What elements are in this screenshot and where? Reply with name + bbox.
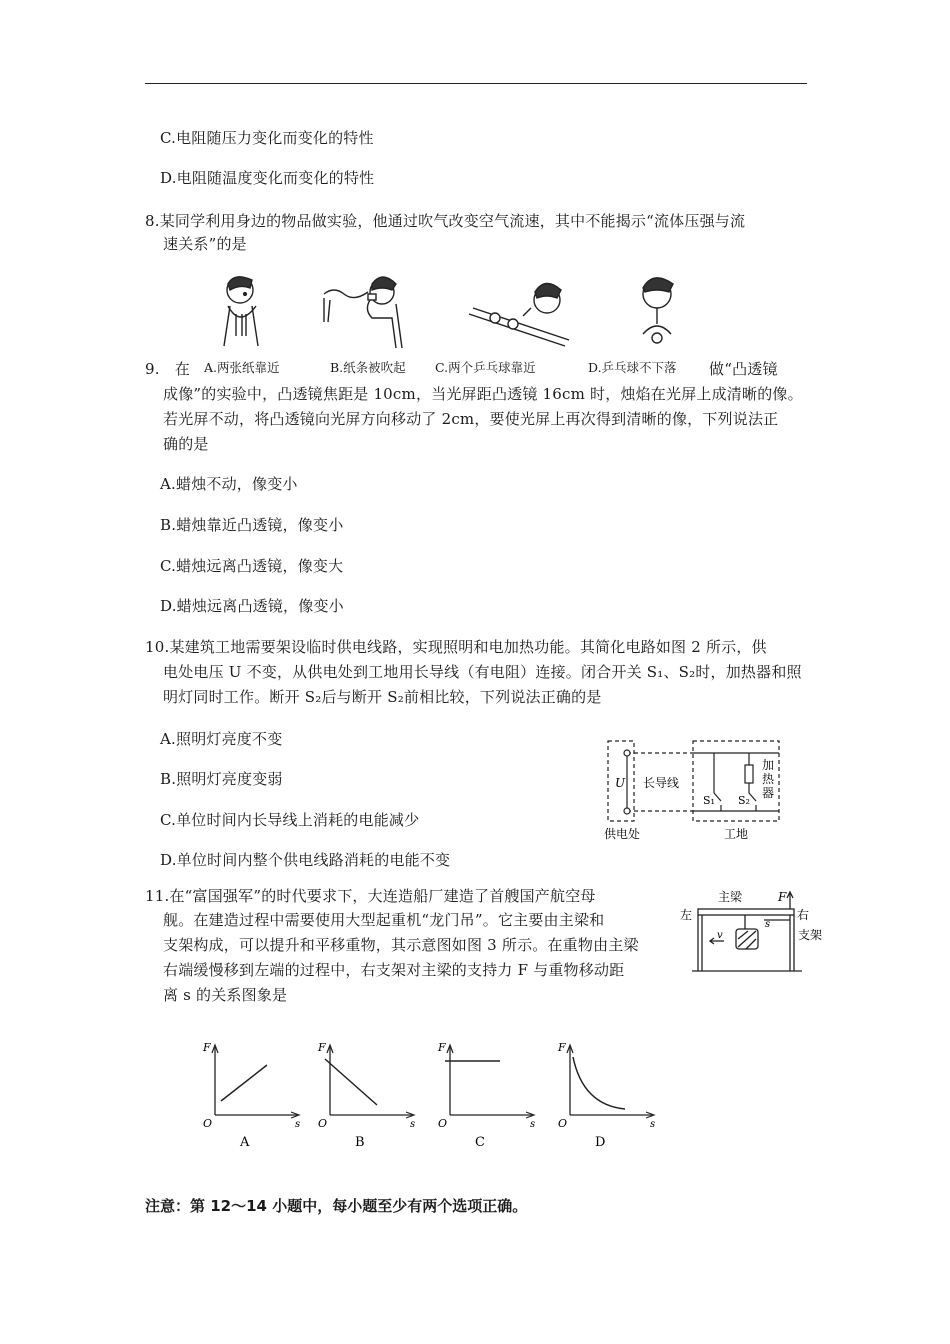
crane-s-label: s xyxy=(765,919,771,930)
header-rule xyxy=(145,83,807,84)
q10-option-b: B.照明灯亮度变弱 xyxy=(160,770,283,788)
q8-illustrations xyxy=(200,270,700,358)
q10-circuit-diagram xyxy=(603,735,793,845)
graph-option-label: A xyxy=(240,1135,250,1150)
q9-stem-line2: 成像”的实验中，凸透镜焦距是 10cm，当光屏距凸透镜 16cm 时，烛焰在光屏上成清晰的像。 xyxy=(163,385,803,403)
q8-caption-a: A.两张纸靠近 xyxy=(204,360,280,375)
q10-option-c: C.单位时间内长导线上消耗的电能减少 xyxy=(160,811,420,829)
q9-option-c: C.蜡烛远离凸透镜，像变大 xyxy=(160,557,344,575)
q9-option-d: D.蜡烛远离凸透镜，像变小 xyxy=(160,597,344,615)
graph-option-label: C xyxy=(475,1135,485,1150)
graph-origin-label: O xyxy=(558,1117,568,1130)
q8-stem-line2: 速关系”的是 xyxy=(163,235,247,253)
q8-figure-a xyxy=(224,277,258,346)
q10-option-a: A.照明灯亮度不变 xyxy=(160,730,283,748)
graph-s-label: s xyxy=(295,1119,301,1130)
graph-curve-b xyxy=(325,1059,377,1105)
circuit-site-label: 工地 xyxy=(723,827,749,841)
q10-stem-line3: 明灯同时工作。断开 S₂后与断开 S₂前相比较，下列说法正确的是 xyxy=(163,688,602,706)
crane-v-label: v xyxy=(717,930,723,941)
q9-option-b: B.蜡烛靠近凸透镜，像变小 xyxy=(160,516,344,534)
circuit-heater-label-2: 热 xyxy=(761,772,775,786)
crane-right-label: 右 xyxy=(797,908,810,922)
q11-crane-diagram xyxy=(680,887,828,977)
q9-stem-line3: 若光屏不动，将凸透镜向光屏方向移动了 2cm，要使光屏上再次得到清晰的像，下列说法正 xyxy=(163,410,779,428)
graph-option-label: D xyxy=(595,1135,606,1150)
graph-f-label: F xyxy=(203,1041,211,1054)
crane-left-label: 左 xyxy=(680,908,693,922)
circuit-u-label: U xyxy=(614,776,626,790)
option-d: D.电阻随温度变化而变化的特性 xyxy=(160,169,375,187)
circuit-wire-label: 长导线 xyxy=(642,776,680,790)
q10-stem-line2: 电处电压 U 不变，从供电处到工地用长导线（有电阻）连接。闭合开关 S₁、S₂时，加热器和照 xyxy=(163,663,802,681)
graph-origin-label: O xyxy=(318,1117,328,1130)
q8-stem-line1: 8.某同学利用身边的物品做实验，他通过吹气改变空气流速，其中不能揭示“流体压强与流 xyxy=(145,212,746,230)
q9-stem-line1-tail: 做“凸透镜 xyxy=(709,360,778,378)
q9-option-a: A.蜡烛不动，像变小 xyxy=(160,475,298,493)
q8-caption-c: C.两个乒乓球靠近 xyxy=(435,360,536,375)
q11-stem-line1: 11.在“富国强军”的时代要求下，大连造船厂建造了首艘国产航空母 xyxy=(145,887,596,905)
graph-curve-d xyxy=(573,1057,625,1109)
option-c: C.电阻随压力变化而变化的特性 xyxy=(160,129,374,147)
graph-s-label: s xyxy=(410,1119,416,1130)
graph-f-label: F xyxy=(558,1041,566,1054)
graph-curve-a xyxy=(221,1065,267,1101)
circuit-supply-label: 供电处 xyxy=(603,827,641,841)
q11-stem-line5: 离 s 的关系图象是 xyxy=(163,986,288,1004)
q11-stem-line3: 支架构成，可以提升和平移重物，其示意图如图 3 所示。在重物由主梁 xyxy=(163,936,639,954)
graph-f-label: F xyxy=(318,1041,326,1054)
circuit-heater-label-1: 加 xyxy=(761,758,775,772)
q11-stem-line2: 舰。在建造过程中需要使用大型起重机“龙门吊”。它主要由主梁和 xyxy=(163,911,605,929)
q8-caption-d: D.乒乓球不下落 xyxy=(588,360,677,375)
q9-number: 9. 在 xyxy=(145,360,191,378)
graph-s-label: s xyxy=(650,1119,656,1130)
q10-option-d: D.单位时间内整个供电线路消耗的电能不变 xyxy=(160,851,451,869)
q9-stem-line4: 确的是 xyxy=(163,435,209,453)
circuit-s2-label: S₂ xyxy=(738,794,750,807)
note-text: 注意：第 12～14 小题中，每小题至少有两个选项正确。 xyxy=(145,1197,528,1215)
q11-answer-graphs xyxy=(195,1035,665,1155)
q8-caption-b: B.纸条被吹起 xyxy=(330,360,406,375)
crane-beam-label: 主梁 xyxy=(718,890,743,904)
q8-figure-d xyxy=(643,278,673,343)
graph-origin-label: O xyxy=(438,1117,448,1130)
graph-s-label: s xyxy=(530,1119,536,1130)
crane-f-label: F xyxy=(778,890,787,904)
q8-figure-c xyxy=(469,283,569,346)
graph-origin-label: O xyxy=(203,1117,213,1130)
crane-support-label: 支架 xyxy=(798,928,823,942)
graph-f-label: F xyxy=(438,1041,446,1054)
circuit-s1-label: S₁ xyxy=(703,794,715,807)
q8-figure-b xyxy=(324,277,402,348)
q11-stem-line4: 右端缓慢移到左端的过程中，右支架对主梁的支持力 F 与重物移动距 xyxy=(163,961,625,979)
q10-stem-line1: 10.某建筑工地需要架设临时供电线路，实现照明和电加热功能。其简化电路如图 2 所示，供 xyxy=(145,638,767,656)
circuit-heater-label-3: 器 xyxy=(761,786,775,800)
graph-option-label: B xyxy=(355,1135,365,1150)
